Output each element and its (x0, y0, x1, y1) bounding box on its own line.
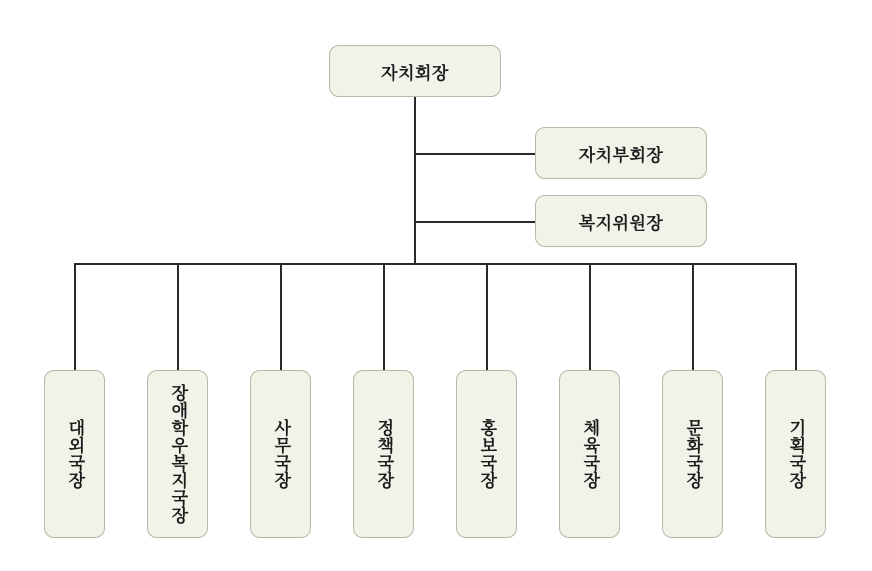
node-department-4[interactable] (353, 370, 414, 538)
node-chairperson[interactable] (329, 45, 501, 97)
node-department-8-label: 기획국장 (786, 419, 806, 489)
node-welfare-committee-chair-label: 복지위원장 (578, 213, 664, 233)
node-department-6[interactable] (559, 370, 620, 538)
connector-to-vice-chair (414, 153, 536, 155)
node-department-2-label: 장애학우복지국장 (168, 384, 188, 524)
connector-drop-5 (486, 263, 488, 370)
connector-drop-1 (74, 263, 76, 370)
node-department-7[interactable] (662, 370, 723, 538)
node-vice-chairperson-label: 자치부회장 (578, 145, 664, 165)
node-department-3[interactable] (250, 370, 311, 538)
node-department-5-label: 홍보국장 (477, 419, 497, 489)
connector-drop-8 (795, 263, 797, 370)
node-department-7-label: 문화국장 (683, 419, 703, 489)
connector-drop-2 (177, 263, 179, 370)
node-vice-chairperson[interactable] (535, 127, 707, 179)
node-department-4-label: 정책국장 (374, 419, 394, 489)
node-department-5[interactable] (456, 370, 517, 538)
connector-drop-7 (692, 263, 694, 370)
node-department-8[interactable] (765, 370, 826, 538)
node-department-2[interactable] (147, 370, 208, 538)
node-department-1[interactable] (44, 370, 105, 538)
connector-drop-4 (383, 263, 385, 370)
node-department-6-label: 체육국장 (580, 419, 600, 489)
connector-drop-6 (589, 263, 591, 370)
connector-department-bus (74, 263, 796, 265)
connector-drop-3 (280, 263, 282, 370)
node-department-3-label: 사무국장 (271, 419, 291, 489)
node-chairperson-label: 자치회장 (381, 63, 449, 83)
connector-root-trunk (414, 97, 416, 265)
node-department-1-label: 대외국장 (65, 419, 85, 489)
connector-to-welfare-chair (414, 221, 536, 223)
node-welfare-committee-chair[interactable] (535, 195, 707, 247)
